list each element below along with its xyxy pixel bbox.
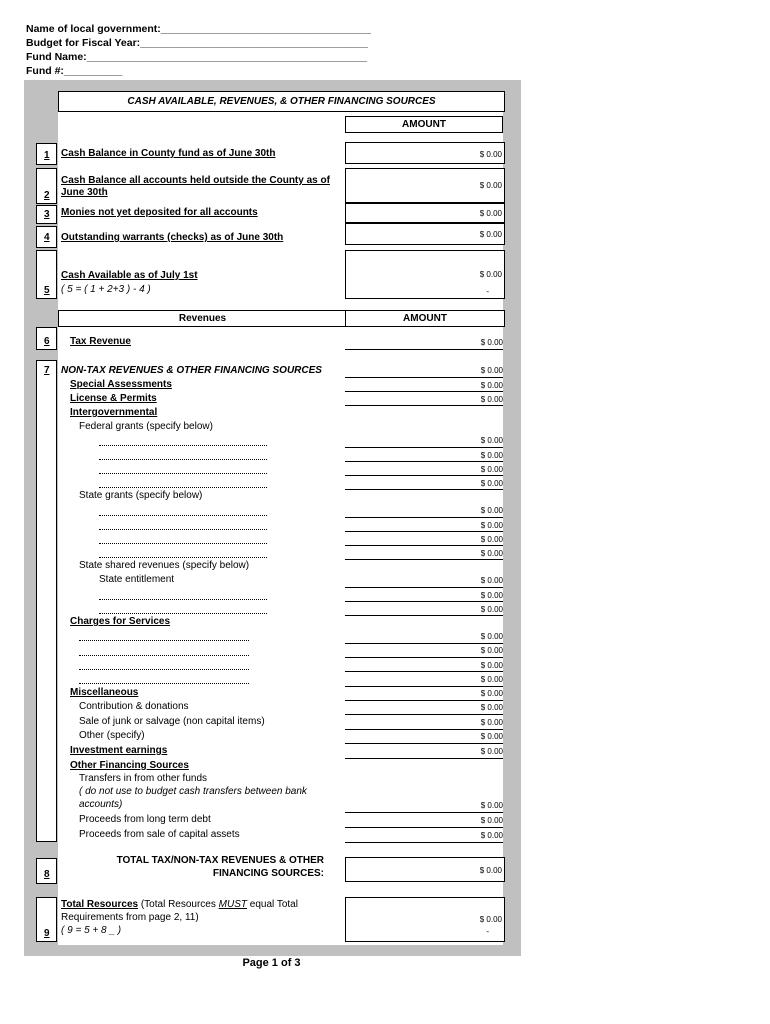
contribution-amount[interactable]: $ 0.00 [480, 703, 503, 712]
amount-line [345, 671, 503, 672]
state-grant-blank[interactable] [99, 557, 267, 558]
charges-blank[interactable] [79, 655, 249, 656]
investment-earnings-amount[interactable]: $ 0.00 [480, 747, 503, 756]
state-grant-amount[interactable]: $ 0.00 [480, 535, 503, 544]
other-specify-label: Other (specify) [79, 730, 145, 741]
must-text: MUST [218, 899, 247, 910]
row-number-box [36, 858, 57, 884]
form-title: CASH AVAILABLE, REVENUES, & OTHER FINANCING SOURCES [58, 91, 505, 112]
total-revenues-label: TOTAL TAX/NON-TAX REVENUES & OTHER [116, 855, 324, 866]
total-revenues-amount: $ 0.00 [479, 866, 502, 875]
federal-grant-blank[interactable] [99, 445, 267, 446]
page-number: Page 1 of 3 [242, 957, 301, 969]
revenues-amount-header: AMOUNT [345, 310, 505, 327]
row-number-box [36, 168, 57, 204]
state-grant-amount[interactable]: $ 0.00 [480, 549, 503, 558]
federal-grant-amount[interactable]: $ 0.00 [480, 479, 503, 488]
charges-amount[interactable]: $ 0.00 [480, 661, 503, 670]
row-5-amount-box[interactable] [345, 250, 505, 299]
row-4-amount: $ 0.00 [479, 230, 502, 239]
long-term-debt-amount[interactable]: $ 0.00 [480, 816, 503, 825]
sale-junk-amount[interactable]: $ 0.00 [480, 718, 503, 727]
investment-earnings-label: Investment earnings [70, 745, 168, 756]
amount-line [345, 812, 503, 813]
amount-line [345, 615, 503, 616]
miscellaneous-label: Miscellaneous [70, 687, 139, 698]
row-5-dash: - [486, 287, 489, 296]
row-number-box [36, 205, 57, 224]
total-revenues-label-cont: FINANCING SOURCES: [212, 868, 324, 879]
other-specify-amount[interactable]: $ 0.00 [480, 732, 503, 741]
charges-amount[interactable]: $ 0.00 [480, 646, 503, 655]
sale-junk-label: Sale of junk or salvage (non capital items) [79, 716, 265, 727]
state-grants-label: State grants (specify below) [79, 490, 203, 501]
amount-line [345, 729, 503, 730]
row-3-amount-box[interactable] [345, 203, 505, 223]
total-resources-requirements: Requirements from page 2, 11) [61, 912, 199, 923]
total-resources-note: (Total Resources [138, 899, 219, 910]
row-number: 9 [44, 928, 50, 939]
row-1-amount-box[interactable] [345, 142, 505, 164]
charges-blank[interactable] [79, 669, 249, 670]
long-term-debt-label: Proceeds from long term debt [79, 814, 211, 825]
state-entitlement-label: State entitlement [99, 574, 175, 585]
amount-line [345, 743, 503, 744]
amount-line [345, 517, 503, 518]
row-number-box [36, 250, 57, 299]
non-tax-label: NON-TAX REVENUES & OTHER FINANCING SOURCES [61, 365, 322, 376]
row-number: 6 [44, 336, 50, 347]
charges-amount[interactable]: $ 0.00 [480, 675, 503, 684]
special-assessments-amount[interactable]: $ 0.00 [480, 381, 503, 390]
charges-for-services-label: Charges for Services [70, 616, 171, 627]
charges-amount[interactable]: $ 0.00 [480, 632, 503, 641]
capital-assets-amount[interactable]: $ 0.00 [480, 831, 503, 840]
total-resources-formula: ( 9 = 5 + 8 _ ) [61, 925, 122, 936]
row-1-label: Cash Balance in County fund as of June 30th [61, 148, 276, 159]
row-number-box [36, 143, 57, 165]
row-number-box [36, 360, 57, 842]
amount-line [345, 461, 503, 462]
state-grant-blank[interactable] [99, 529, 267, 530]
total-resources-dash: - [486, 927, 489, 936]
state-grant-amount[interactable]: $ 0.00 [480, 521, 503, 530]
state-shared-amount[interactable]: $ 0.00 [480, 591, 503, 600]
amount-line [345, 559, 503, 560]
charges-blank[interactable] [79, 683, 249, 684]
state-grant-blank[interactable] [99, 515, 267, 516]
fiscal-year-field[interactable]: Budget for Fiscal Year:_______________________________________ [26, 37, 368, 49]
transfers-in-amount[interactable]: $ 0.00 [480, 801, 503, 810]
tax-revenue-label: Tax Revenue [70, 336, 131, 347]
state-entitlement-amount[interactable]: $ 0.00 [480, 576, 503, 585]
row-number: 3 [44, 209, 50, 220]
amount-line [345, 545, 503, 546]
total-resources-amount: $ 0.00 [479, 915, 502, 924]
total-revenues-amount-box[interactable] [345, 857, 505, 882]
row-1-amount: $ 0.00 [479, 150, 502, 159]
row-number-box [36, 897, 57, 942]
state-grant-blank[interactable] [99, 543, 267, 544]
state-grant-amount[interactable]: $ 0.00 [480, 506, 503, 515]
row-number-box [36, 226, 57, 248]
other-financing-sources-label: Other Financing Sources [70, 760, 189, 771]
amount-line [345, 601, 503, 602]
row-4-label: Outstanding warrants (checks) as of June 30th [61, 232, 284, 243]
row-5-formula: ( 5 = ( 1 + 2+3 ) - 4 ) [61, 284, 151, 295]
state-shared-amount[interactable]: $ 0.00 [480, 605, 503, 614]
contribution-label: Contribution & donations [79, 701, 189, 712]
amount-line [345, 447, 503, 448]
charges-blank[interactable] [79, 640, 249, 641]
row-number: 7 [44, 365, 50, 376]
non-tax-amount[interactable]: $ 0.00 [480, 366, 503, 375]
amount-line [345, 489, 503, 490]
row-5-label: Cash Available as of July 1st [61, 270, 198, 281]
fund-number-field[interactable]: Fund #:__________ [26, 65, 123, 77]
tax-revenue-amount[interactable]: $ 0.00 [480, 338, 503, 347]
total-resources-title: Total Resources [61, 899, 139, 910]
federal-grant-blank[interactable] [99, 473, 267, 474]
state-shared-blank[interactable] [99, 599, 267, 600]
transfers-note-cont: accounts) [79, 799, 123, 810]
row-number: 1 [44, 150, 50, 161]
transfers-note: ( do not use to budget cash transfers between bank [79, 786, 307, 797]
state-shared-blank[interactable] [99, 613, 267, 614]
amount-line [345, 842, 503, 843]
capital-assets-label: Proceeds from sale of capital assets [79, 829, 240, 840]
row-number: 2 [44, 190, 50, 201]
total-resources-note-end: equal Total [247, 899, 298, 910]
row-2-amount: $ 0.00 [479, 181, 502, 190]
amount-line [345, 686, 503, 687]
federal-grant-amount[interactable]: $ 0.00 [480, 465, 503, 474]
row-2-amount-box[interactable] [345, 168, 505, 203]
federal-grant-blank[interactable] [99, 459, 267, 460]
amount-line [345, 643, 503, 644]
amount-line [345, 531, 503, 532]
license-permits-label: License & Permits [70, 393, 157, 404]
amount-line [345, 657, 503, 658]
federal-grant-blank[interactable] [99, 487, 267, 488]
amount-line [345, 827, 503, 828]
local-government-field[interactable]: Name of local government:____________________________________ [26, 23, 372, 35]
row-4-amount-box[interactable] [345, 223, 505, 245]
amount-header: AMOUNT [345, 116, 503, 133]
amount-line [345, 475, 503, 476]
row-3-amount: $ 0.00 [479, 209, 502, 218]
transfers-in-label: Transfers in from other funds [79, 773, 208, 784]
amount-line [345, 700, 503, 701]
amount-line [345, 391, 503, 392]
amount-line [345, 405, 503, 406]
intergovernmental-label: Intergovernmental [70, 407, 158, 418]
amount-line [345, 349, 503, 350]
federal-grant-amount[interactable]: $ 0.00 [480, 436, 503, 445]
total-resources-amount-box[interactable] [345, 897, 505, 942]
row-number: 8 [44, 869, 50, 880]
row-2-label: Cash Balance all accounts held outside the County as of [61, 175, 330, 186]
state-shared-label: State shared revenues (specify below) [79, 560, 250, 571]
row-number-box [36, 327, 57, 350]
federal-grants-label: Federal grants (specify below) [79, 421, 213, 432]
license-permits-amount[interactable]: $ 0.00 [480, 395, 503, 404]
total-resources-label [61, 899, 298, 911]
row-2-label-cont: June 30th [61, 187, 108, 198]
federal-grant-amount[interactable]: $ 0.00 [480, 451, 503, 460]
row-number: 4 [44, 232, 50, 243]
revenues-header: Revenues [58, 310, 347, 327]
row-3-label: Monies not yet deposited for all accounts [61, 207, 258, 218]
amount-line [345, 714, 503, 715]
row-number: 5 [44, 285, 50, 296]
amount-line [345, 758, 503, 759]
special-assessments-label: Special Assessments [70, 379, 172, 390]
miscellaneous-amount[interactable]: $ 0.00 [480, 689, 503, 698]
amount-line [345, 587, 503, 588]
row-5-amount: $ 0.00 [479, 270, 502, 279]
fund-name-field[interactable]: Fund Name:________________________________________________ [26, 51, 367, 63]
amount-line [345, 377, 503, 378]
